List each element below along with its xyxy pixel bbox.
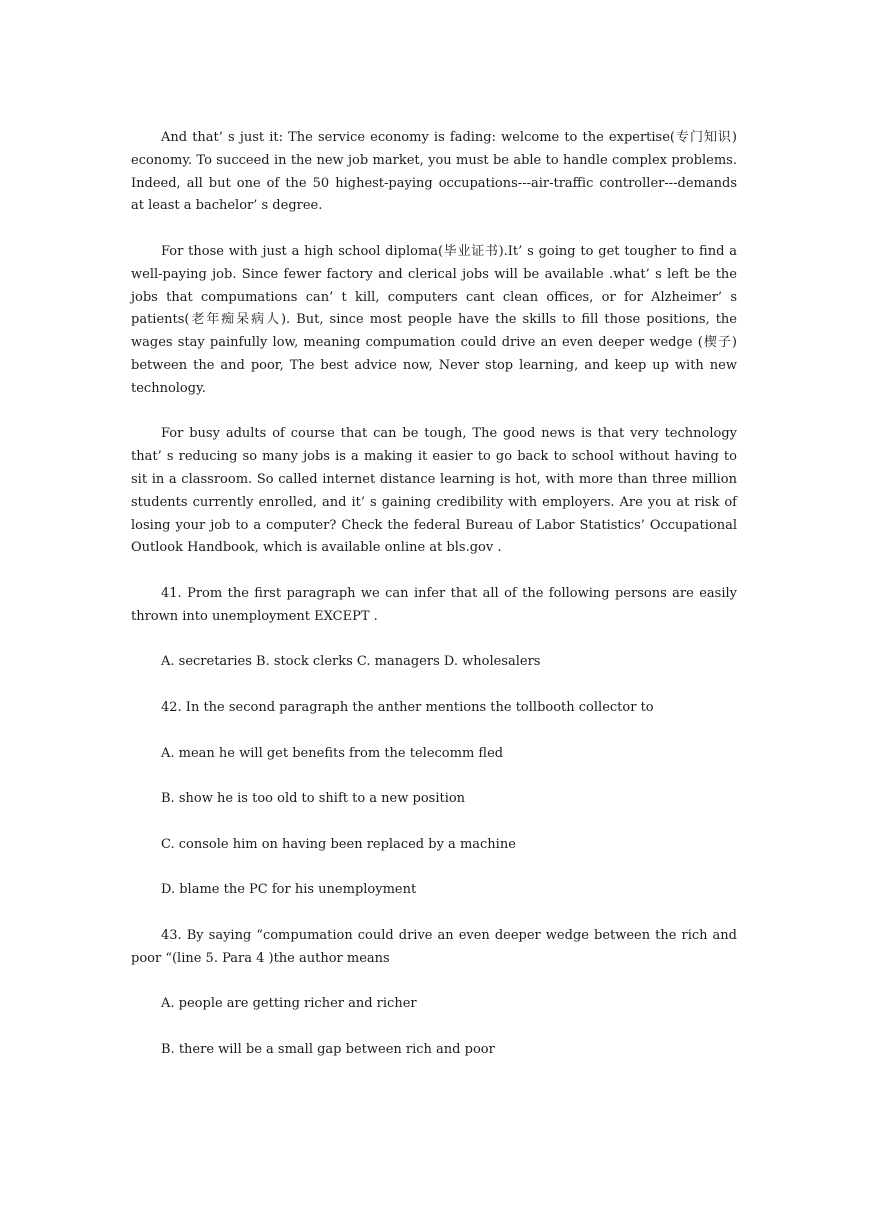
question-43-option-a: A. people are getting richer and richer (161, 996, 417, 1012)
document-page (131, 127, 737, 1084)
passage-paragraph-1: And that’ s just it: The service economy is fading: welcome to the expertise(专门知识) economy. To succeed in the new job market, you must be able to handle complex problems. Indeed, all but one of the 50 highest-paying occupations---air-traffic controller---demands at least a bachelor’ s degree. (131, 130, 737, 214)
question-41-stem: 41. Prom the first paragraph we can infer that all of the following persons are easily thrown into unemployment EXCEPT . (131, 585, 737, 624)
passage-paragraph-2: For those with just a high school diploma(毕业证书).It’ s going to get tougher to find a well-paying job. Since fewer factory and clerical jobs will be available .what’ s left be the jobs that compumations can’ t kill, computers cant clean offices, or for Alzheimer’ s patients(老年痴呆病人). But, since most people have the skills to fill those positions, the wages stay painfully low, meaning compumation could drive an even deeper wedge (楔子) between the and poor, The best advice now, Never stop learning, and keep up with new technology. (131, 243, 737, 396)
question-42-stem: 42. In the second paragraph the anther mentions the tollbooth collector to (161, 699, 654, 715)
question-41-options: A. secretaries B. stock clerks C. managers D. wholesalers (161, 654, 541, 670)
question-42-option-b: B. show he is too old to shift to a new position (161, 791, 466, 807)
question-42-option-a: A. mean he will get benefits from the telecomm fled (161, 745, 504, 761)
question-42-option-c: C. console him on having been replaced by a machine (161, 836, 516, 852)
question-42-option-d: D. blame the PC for his unemployment (161, 882, 417, 898)
question-43-stem: 43. By saying “compumation could drive an even deeper wedge between the rich and poor “(line 5. Para 4 )the author means (131, 927, 737, 966)
passage-paragraph-3: For busy adults of course that can be tough, The good news is that very technology that’ s reducing so many jobs is a making it easier to go back to school without having to sit in a classroom. So called internet distance learning is hot, with more than three million students currently enrolled, and it’ s gaining credibility with employers. Are you at risk of losing your job to a computer? Check the federal Bureau of Labor Statistics’ Occupational Outlook Handbook, which is available online at bls.gov . (131, 426, 737, 556)
question-43-option-b: B. there will be a small gap between rich and poor (161, 1041, 495, 1057)
